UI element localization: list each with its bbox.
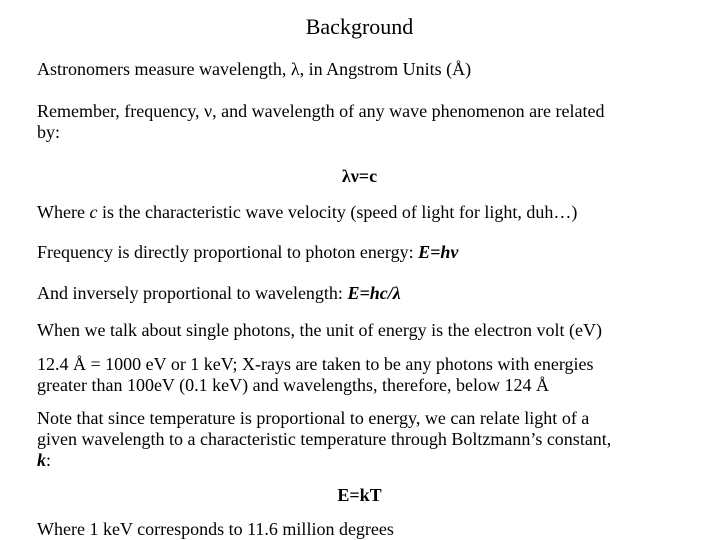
- equation-e-hnu: E=hν: [418, 242, 459, 262]
- equation-lambda-nu: λν=c: [341, 166, 378, 186]
- equation-e-kt: E=kT: [337, 485, 382, 505]
- page-title: Background: [305, 14, 414, 39]
- paragraph-line: [37, 450, 697, 471]
- paragraph-line: 12.4 Å = 1000 eV or 1 keV; X-rays are taken to be any photons with energies: [37, 354, 594, 374]
- text-span: :: [46, 450, 52, 470]
- paragraph-temperature: [37, 408, 697, 471]
- paragraph-inverse-wavelength: [37, 283, 697, 304]
- paragraph-wavelength-units: Astronomers measure wavelength, λ, in Angstrom Units (Å): [37, 59, 472, 79]
- paragraph-wave-velocity: [37, 202, 697, 223]
- text-span: Where: [37, 202, 90, 222]
- text-span: is the characteristic wave velocity (speed of light for light, duh…): [97, 202, 578, 222]
- paragraph-frequency-relation: [37, 101, 697, 143]
- paragraph-line: greater than 100eV (0.1 keV) and wavelengths, therefore, below 124 Å: [37, 375, 549, 395]
- text-span: And inversely proportional to wavelength:: [37, 283, 348, 303]
- variable-c: c: [89, 202, 98, 222]
- paragraph-kev-degrees: Where 1 keV corresponds to 11.6 million degrees: [37, 519, 394, 539]
- paragraph-photon-energy: [37, 242, 697, 263]
- paragraph-line: Remember, frequency, ν, and wavelength of any wave phenomenon are related: [37, 101, 605, 121]
- paragraph-line: Note that since temperature is proportional to energy, we can relate light of a: [37, 408, 590, 428]
- paragraph-line: by:: [37, 122, 61, 142]
- text-span: Frequency is directly proportional to photon energy:: [37, 242, 419, 262]
- paragraph-line: given wavelength to a characteristic temperature through Boltzmann’s constant,: [37, 429, 612, 449]
- equation-e-hc-lambda: E=hc/λ: [347, 283, 401, 303]
- variable-k: k: [37, 450, 46, 470]
- paragraph-xrays: [37, 354, 697, 396]
- paragraph-electron-volt: When we talk about single photons, the unit of energy is the electron volt (eV): [37, 320, 603, 340]
